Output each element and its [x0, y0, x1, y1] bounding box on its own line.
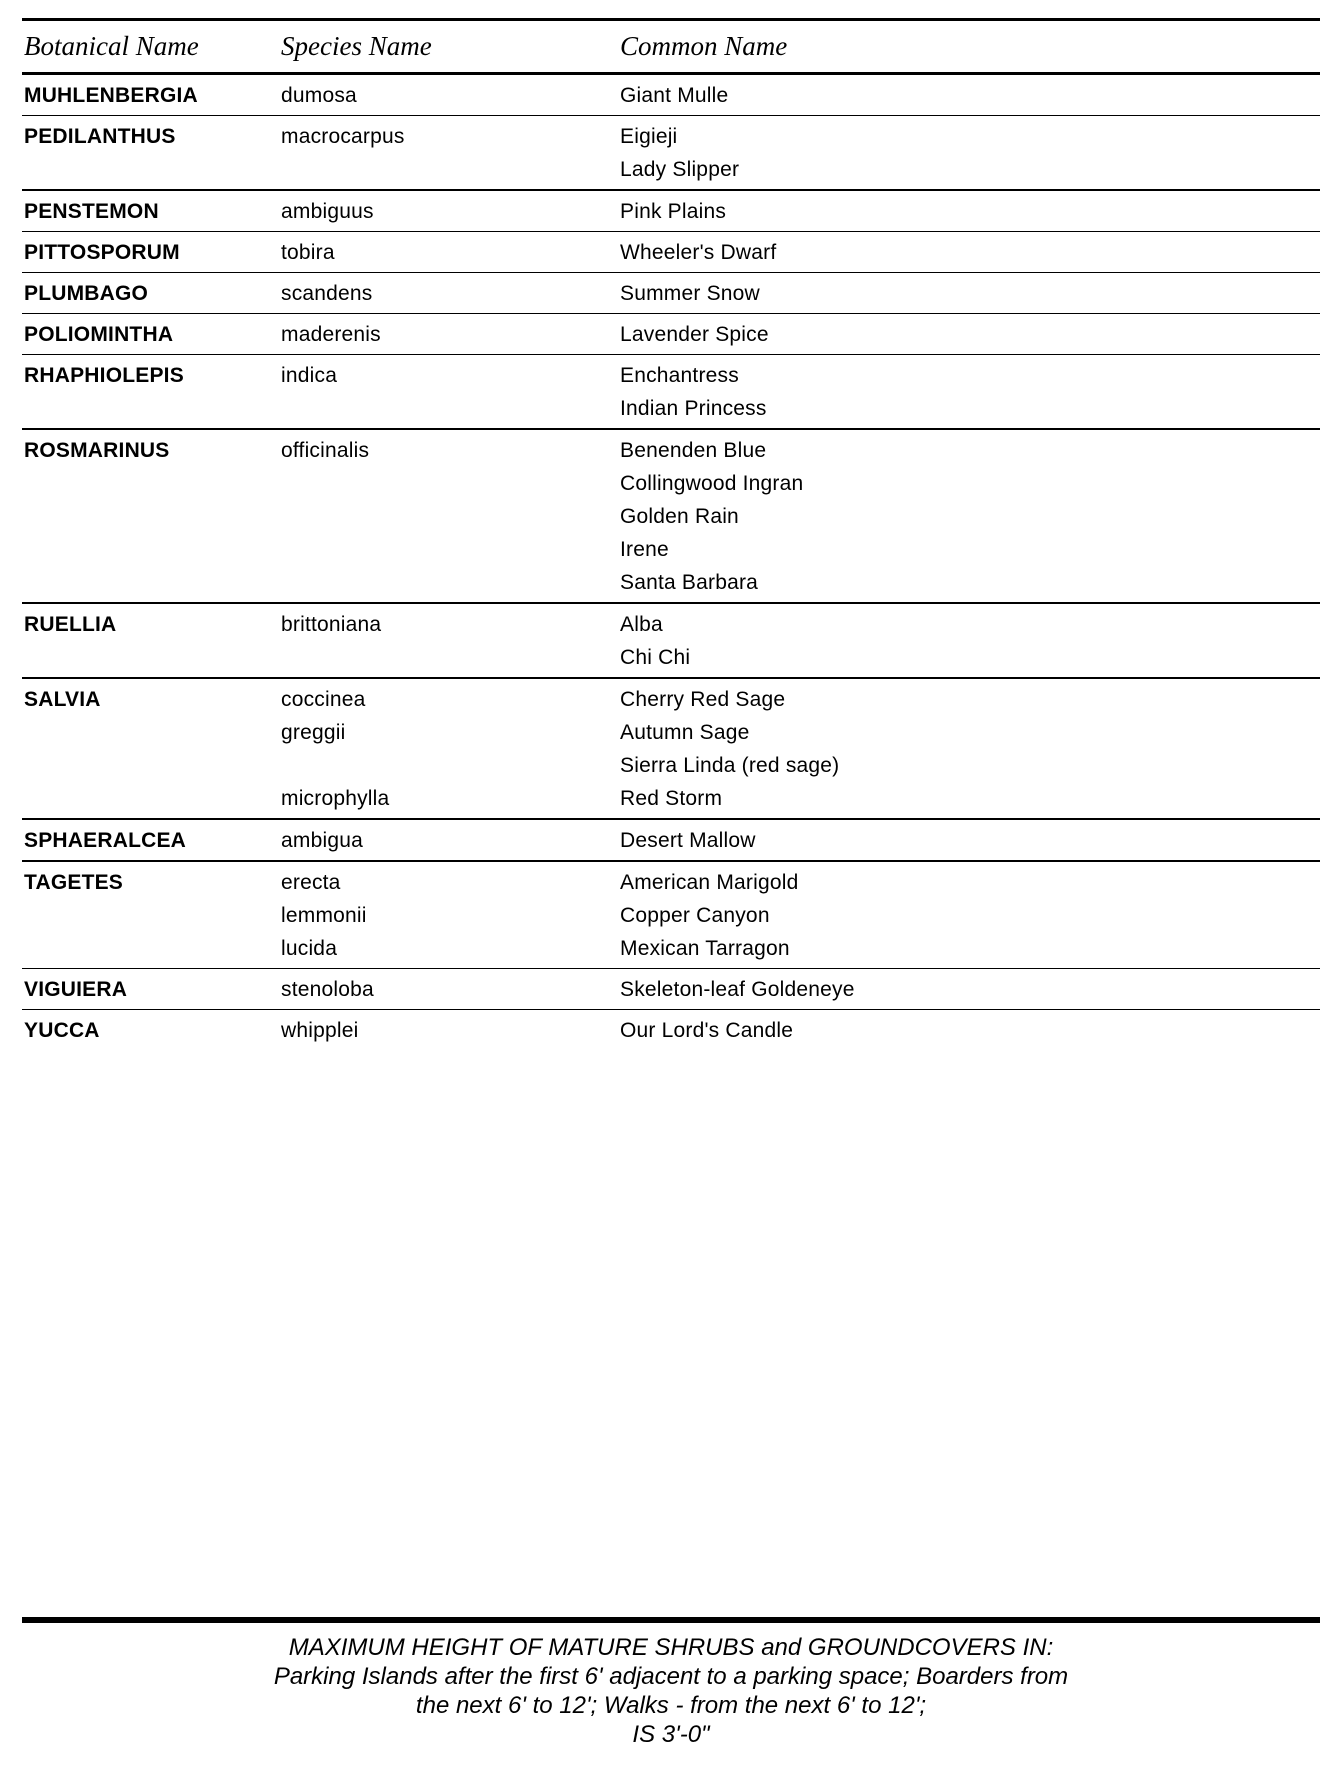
species-name: dumosa [281, 84, 357, 107]
species-name: scandens [281, 282, 373, 305]
species-name: tobira [281, 241, 335, 264]
species-name: whipplei [281, 1019, 359, 1042]
species-name [281, 533, 620, 566]
botanical-name: MUHLENBERGIA [24, 84, 198, 107]
note-line: MAXIMUM HEIGHT OF MATURE SHRUBS and GROUNDCOVERS IN: [288, 1634, 1054, 1661]
species-name: ambigua [281, 829, 363, 852]
header-botanical: Botanical Name [24, 31, 199, 61]
table-row [22, 191, 1320, 232]
table-row [22, 314, 1320, 355]
botanical-name: RUELLIA [24, 613, 117, 636]
species-name: greggii [281, 721, 346, 744]
common-cell [620, 79, 1320, 112]
common-name: Enchantress [620, 364, 739, 387]
botanical-name: RHAPHIOLEPIS [24, 364, 184, 387]
species-name [281, 641, 620, 674]
common-name: Skeleton-leaf Goldeneye [620, 978, 855, 1001]
common-name: Collingwood Ingran [620, 472, 804, 495]
species-name [281, 566, 620, 599]
species-cell [278, 434, 620, 599]
botanical-name: ROSMARINUS [24, 439, 170, 462]
plant-table [22, 18, 1320, 1050]
common-name: Chi Chi [620, 646, 691, 669]
species-cell [278, 120, 620, 186]
table-row [22, 232, 1320, 273]
species-cell [278, 866, 620, 965]
species-name [281, 392, 620, 425]
species-name: brittoniana [281, 613, 382, 636]
table-body [22, 75, 1320, 1050]
common-cell [620, 1014, 1320, 1047]
table-row [22, 430, 1320, 604]
common-cell [620, 683, 1320, 815]
species-name [281, 467, 620, 500]
common-name: American Marigold [620, 871, 799, 894]
header-species: Species Name [281, 31, 432, 61]
common-name: Autumn Sage [620, 721, 750, 744]
common-name: Golden Rain [620, 505, 739, 528]
common-cell [620, 195, 1320, 228]
table-row [22, 862, 1320, 969]
common-name: Indian Princess [620, 397, 767, 420]
botanical-name: SPHAERALCEA [24, 829, 187, 852]
botanical-name: SALVIA [24, 688, 101, 711]
common-name: Lady Slipper [620, 158, 740, 181]
table-row [22, 969, 1320, 1010]
height-note [22, 1633, 1320, 1749]
species-cell [278, 195, 620, 228]
common-name: Mexican Tarragon [620, 937, 790, 960]
common-cell [620, 318, 1320, 351]
common-cell [620, 824, 1320, 857]
species-name: maderenis [281, 323, 381, 346]
species-name [281, 500, 620, 533]
species-cell [278, 318, 620, 351]
species-cell [278, 683, 620, 815]
species-name: microphylla [281, 787, 390, 810]
species-name: ambiguus [281, 200, 374, 223]
common-name: Pink Plains [620, 200, 727, 223]
species-name [281, 749, 620, 782]
header-common: Common Name [620, 31, 788, 61]
common-name: Copper Canyon [620, 904, 770, 927]
table-row [22, 116, 1320, 191]
botanical-name: POLIOMINTHA [24, 323, 174, 346]
common-name: Summer Snow [620, 282, 760, 305]
botanical-name: YUCCA [24, 1019, 100, 1042]
botanical-name: PITTOSPORUM [24, 241, 180, 264]
footer-rule [22, 1617, 1320, 1623]
common-name: Eigieji [620, 125, 678, 148]
common-name: Alba [620, 613, 663, 636]
common-name: Cherry Red Sage [620, 688, 786, 711]
common-cell [620, 359, 1320, 425]
species-name: erecta [281, 871, 341, 894]
common-name: Red Storm [620, 787, 723, 810]
species-name: indica [281, 364, 338, 387]
species-cell [278, 277, 620, 310]
common-name: Benenden Blue [620, 439, 767, 462]
common-cell [620, 608, 1320, 674]
note-line: the next 6' to 12'; Walks - from the next 6' to 12'; [415, 1692, 927, 1719]
table-row [22, 820, 1320, 862]
botanical-name: TAGETES [24, 871, 124, 894]
species-name: coccinea [281, 688, 366, 711]
species-name: lemmonii [281, 904, 367, 927]
species-cell [278, 824, 620, 857]
common-name: Our Lord's Candle [620, 1019, 794, 1042]
species-name: lucida [281, 937, 338, 960]
common-cell [620, 277, 1320, 310]
common-cell [620, 434, 1320, 599]
species-name: macrocarpus [281, 125, 405, 148]
common-name: Santa Barbara [620, 571, 759, 594]
common-name: Lavender Spice [620, 323, 769, 346]
common-name: Wheeler's Dwarf [620, 241, 777, 264]
table-header [22, 21, 1320, 72]
common-name: Giant Mulle [620, 84, 729, 107]
table-row [22, 273, 1320, 314]
table-row [22, 679, 1320, 820]
footer [22, 1617, 1320, 1749]
species-name [281, 153, 620, 186]
species-name: stenoloba [281, 978, 374, 1001]
species-cell [278, 236, 620, 269]
common-cell [620, 120, 1320, 186]
botanical-name: PLUMBAGO [24, 282, 149, 305]
species-cell [278, 1014, 620, 1047]
species-cell [278, 973, 620, 1006]
table-row [22, 75, 1320, 116]
table-row [22, 1010, 1320, 1050]
common-cell [620, 236, 1320, 269]
note-line: IS 3'-0" [632, 1721, 710, 1748]
species-cell [278, 79, 620, 112]
botanical-name: VIGUIERA [24, 978, 128, 1001]
species-cell [278, 359, 620, 425]
table-row [22, 604, 1320, 679]
note-line: Parking Islands after the first 6' adjacent to a parking space; Boarders from [273, 1663, 1069, 1690]
species-cell [278, 608, 620, 674]
common-name: Sierra Linda (red sage) [620, 754, 840, 777]
common-name: Irene [620, 538, 669, 561]
common-cell [620, 866, 1320, 965]
botanical-name: PENSTEMON [24, 200, 159, 223]
common-name: Desert Mallow [620, 829, 756, 852]
species-name: officinalis [281, 439, 370, 462]
table-row [22, 355, 1320, 430]
botanical-name: PEDILANTHUS [24, 125, 176, 148]
common-cell [620, 973, 1320, 1006]
